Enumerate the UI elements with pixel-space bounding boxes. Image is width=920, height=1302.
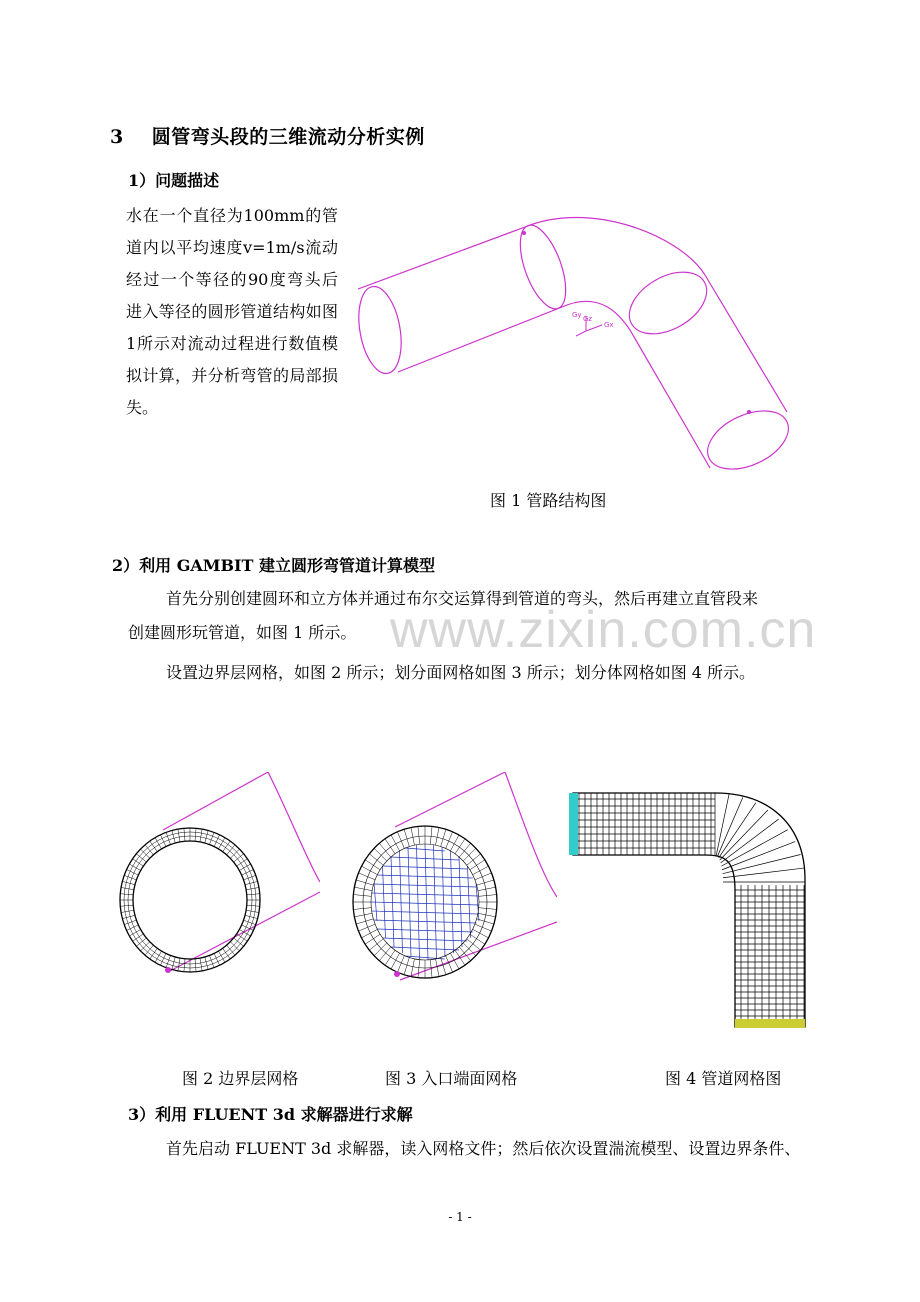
- section-number: 3: [110, 126, 124, 148]
- elbow-start-circle: [511, 219, 575, 314]
- elbow-end-circle: [619, 259, 718, 346]
- step3-heading: 3）利用 FLUENT 3d 求解器进行求解: [128, 1105, 413, 1124]
- step2-para1-line2: 创建圆形玩管道，如图 1 所示。: [128, 623, 357, 642]
- inlet-circle: [353, 283, 408, 377]
- page-number: - 1 -: [448, 1210, 472, 1224]
- figure-4-caption: 图 4 管道网格图: [665, 1069, 782, 1088]
- axis-label-gy: Gy: [572, 311, 582, 319]
- figure-4-pipe-mesh: [565, 790, 810, 1035]
- watermark: www.zixin.com.cn: [390, 601, 817, 659]
- section-title: [110, 122, 425, 149]
- section-title-text: 圆管弯头段的三维流动分析实例: [151, 126, 425, 148]
- figure-2-boundary-layer-mesh: [118, 772, 320, 990]
- figure-3-inlet-face-mesh: [345, 772, 557, 990]
- figure-3-caption: 图 3 入口端面网格: [385, 1069, 518, 1088]
- step3-para1: 首先启动 FLUENT 3d 求解器，读入网格文件；然后依次设置湍流模型、设置边界条件、: [166, 1139, 801, 1158]
- step2-heading: 2）利用 GAMBIT 建立圆形弯管道计算模型: [112, 556, 435, 575]
- step2-para2: 设置边界层网格，如图 2 所示；划分面网格如图 3 所示；划分体网格如图 4 所示。: [166, 663, 756, 682]
- outlet-face: [735, 1019, 805, 1028]
- axis-label-gz: Gz: [583, 315, 593, 323]
- inlet-face: [569, 793, 578, 855]
- figure-1-pipe-structure: [350, 205, 800, 480]
- axis-label-gx: Gx: [604, 321, 614, 329]
- step2-para1-line1: 首先分别创建圆环和立方体并通过布尔交运算得到管道的弯头，然后再建立直管段来: [166, 589, 759, 608]
- figure-2-caption: 图 2 边界层网格: [182, 1069, 299, 1088]
- problem-description: 水在一个直径为100mm的管道内以平均速度v=1m/s流动经过一个等径的90度弯头后进入等径的圆形管道结构如图1所示对流动过程进行数值模拟计算，并分析弯管的局部损失。: [126, 206, 338, 417]
- figure-1-caption: 图 1 管路结构图: [490, 491, 607, 510]
- step1-heading: 1）问题描述: [128, 171, 220, 190]
